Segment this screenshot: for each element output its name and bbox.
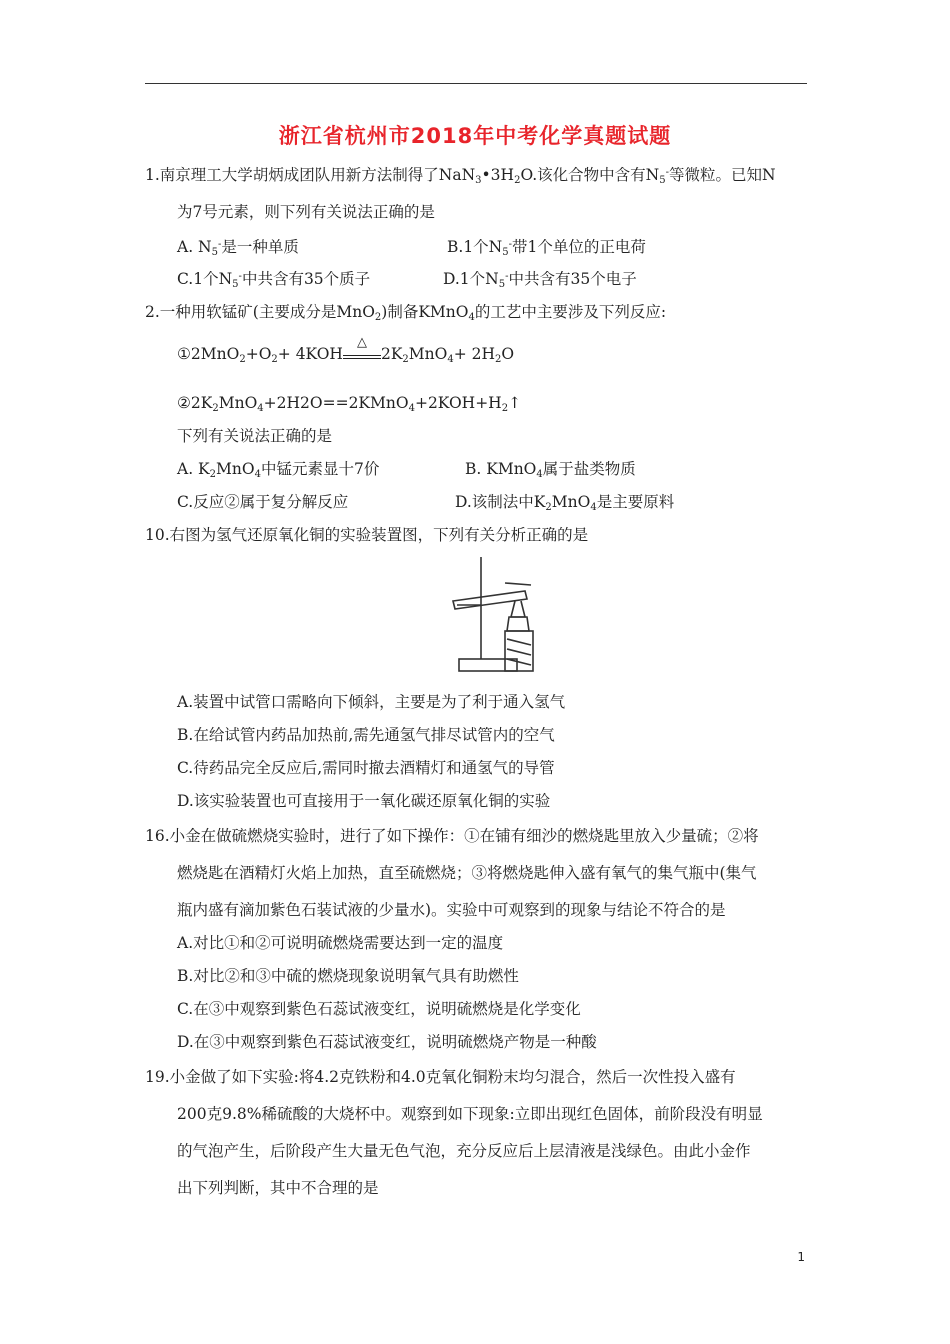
q16-stem-line1: 16.小金在做硫燃烧实验时，进行了如下操作：①在铺有细沙的燃烧匙里放入少量硫；②将	[145, 827, 759, 845]
option-text: MnO	[551, 493, 591, 511]
double-bar	[343, 355, 381, 359]
option-text: 是一种单质	[221, 238, 299, 256]
lamp-shading	[507, 639, 531, 645]
hydrogen-reduction-apparatus-figure	[445, 555, 537, 673]
option-text: 中锰元素显十7价	[260, 460, 380, 478]
q1-text: 1.南京理工大学胡炳成团队用新方法制得了NaN	[145, 166, 476, 184]
option-text: 是主要原料	[596, 493, 675, 511]
subscript: 4	[468, 312, 475, 323]
alcohol-lamp-neck	[507, 617, 529, 631]
q16-option-a: A.对比①和②可说明硫燃烧需要达到一定的温度	[177, 934, 504, 952]
q1-stem-line1	[145, 163, 776, 191]
header-rule	[145, 83, 807, 84]
option-text: 中共含有35个质子	[241, 270, 371, 288]
q16-option-c: C.在③中观察到紫色石蕊试液变红，说明硫燃烧是化学变化	[177, 1000, 581, 1018]
option-text: D.该制法中K	[455, 493, 546, 511]
heat-delta-icon: △	[356, 335, 367, 350]
subscript: 5	[211, 247, 218, 258]
equation-text: MnO	[408, 345, 448, 363]
subscript: 2	[239, 354, 246, 365]
q2-option-a	[177, 459, 379, 485]
subscript: 2	[209, 469, 217, 480]
subscript: 5	[659, 175, 666, 186]
equation-text: +2KOH+H	[414, 394, 502, 412]
q2-text: 的工艺中主要涉及下列反应:	[474, 303, 667, 321]
q19-stem-line2: 200克9.8%稀硫酸的大烧杯中。观察到如下现象:立即出现红色固体，前阶段没有明显	[177, 1105, 763, 1123]
subscript: 4	[257, 403, 264, 414]
alcohol-lamp-wick	[511, 601, 525, 617]
subscript: 4	[447, 354, 454, 365]
q2-stem	[145, 302, 666, 328]
option-text: 中共含有35个电子	[508, 270, 637, 288]
superscript: -	[505, 271, 509, 282]
option-text: B.1个N	[447, 238, 503, 256]
q1-stem-line2: 为7号元素，则下列有关说法正确的是	[177, 203, 435, 221]
q10-option-a: A.装置中试管口需略向下倾斜，主要是为了利于通入氢气	[177, 693, 566, 711]
q16-option-d: D.在③中观察到紫色石蕊试液变红，说明硫燃烧产物是一种酸	[177, 1033, 597, 1051]
equation-text: + 4KOH	[277, 345, 343, 363]
subscript: 2	[271, 354, 278, 365]
equation-text: 2K	[380, 345, 403, 363]
equation-text: +O	[245, 345, 272, 363]
subscript: 5	[232, 279, 239, 290]
q16-stem-line3: 瓶内盛有滴加紫色石装试液的少量水)。实验中可观察到的现象与结论不符合的是	[177, 901, 726, 919]
subscript: 5	[498, 279, 506, 290]
q19-stem-line3: 的气泡产生，后阶段产生大量无色气泡，充分反应后上层清液是浅绿色。由此小金作	[177, 1142, 751, 1160]
q1-text: 等微粒。已知N	[669, 166, 776, 184]
q2-reaction-2	[177, 393, 521, 419]
equation-text: MnO	[218, 394, 258, 412]
equation-text: +2H2O==2KMnO	[263, 394, 409, 412]
test-tube	[453, 591, 527, 609]
equation-text: ①2MnO	[177, 345, 240, 363]
subscript: 2	[374, 312, 382, 323]
lamp-shading	[507, 659, 531, 665]
stand-base	[459, 659, 517, 671]
subscript: 2	[495, 354, 502, 365]
q1-option-a	[177, 235, 299, 263]
superscript: -	[218, 239, 222, 250]
superscript: -	[238, 271, 242, 282]
q2-prompt: 下列有关说法正确的是	[177, 427, 333, 445]
q19-stem-line1: 19.小金做了如下实验:将4.2克铁粉和4.0克氧化铜粉末均匀混合，然后一次性投入盛有	[145, 1068, 736, 1086]
page-title: 浙江省杭州市2018年中考化学真题试题	[278, 124, 672, 148]
subscript: 4	[254, 469, 261, 480]
q10-option-c: C.待药品完全反应后,需同时撤去酒精灯和通氢气的导管	[177, 759, 555, 777]
subscript: 2	[402, 354, 409, 365]
option-text: B. KMnO	[465, 460, 537, 478]
lamp-shading	[507, 649, 531, 655]
q2-text: 2.一种用软锰矿(主要成分是MnO	[145, 303, 375, 321]
q1-option-c	[177, 267, 370, 295]
q10-stem: 10.右图为氢气还原氧化铜的实验装置图，下列有关分析正确的是	[145, 526, 589, 544]
q1-option-d	[443, 267, 637, 295]
equation-text: + 2H	[453, 345, 496, 363]
option-text: A. N	[177, 238, 212, 256]
option-text: MnO	[216, 460, 255, 478]
q1-text: •3H	[481, 166, 515, 184]
page-number: 1	[797, 1250, 805, 1264]
subscript: 2	[212, 403, 219, 414]
q2-text: )制备KMnO	[381, 303, 469, 321]
q2-option-b	[465, 459, 636, 485]
q1-option-b	[447, 235, 646, 263]
subscript: 5	[502, 247, 509, 258]
option-text: 带1个单位的正电荷	[512, 238, 646, 256]
gas-arrow-icon: ↑	[508, 394, 522, 412]
subscript: 4	[590, 502, 597, 513]
q10-option-b: B.在给试管内药品加热前,需先通氢气排尽试管内的空气	[177, 726, 555, 744]
equation-text: O	[501, 345, 515, 363]
q2-option-d	[455, 492, 674, 518]
option-text: A. K	[177, 460, 210, 478]
option-text: D.1个N	[443, 270, 499, 288]
q19-stem-line4: 出下列判断，其中不合理的是	[177, 1179, 379, 1197]
subscript: 4	[408, 403, 415, 414]
option-text: 属于盐类物质	[542, 460, 636, 478]
q16-stem-line2: 燃烧匙在酒精灯火焰上加热，直至硫燃烧；③将燃烧匙伸入盛有氧气的集气瓶中(集气	[177, 864, 757, 882]
q16-option-b: B.对比②和③中硫的燃烧现象说明氧气具有助燃性	[177, 967, 519, 985]
subscript: 2	[501, 403, 509, 414]
gas-delivery-tube	[505, 583, 531, 585]
subscript: 4	[536, 469, 543, 480]
superscript: -	[665, 167, 669, 178]
q2-reaction-1	[177, 335, 515, 370]
q10-option-d: D.该实验装置也可直接用于一氧化碳还原氧化铜的实验	[177, 792, 551, 810]
q1-text: O.该化合物中含有N	[520, 166, 660, 184]
subscript: 2	[545, 502, 552, 513]
option-text: C.1个N	[177, 270, 233, 288]
equation-text: ②2K	[177, 394, 213, 412]
heating-equals-sign	[343, 335, 381, 359]
subscript: 2	[514, 175, 521, 186]
q2-option-c: C.反应②属于复分解反应	[177, 493, 349, 511]
superscript: -	[508, 239, 513, 250]
subscript: 3	[475, 175, 482, 186]
